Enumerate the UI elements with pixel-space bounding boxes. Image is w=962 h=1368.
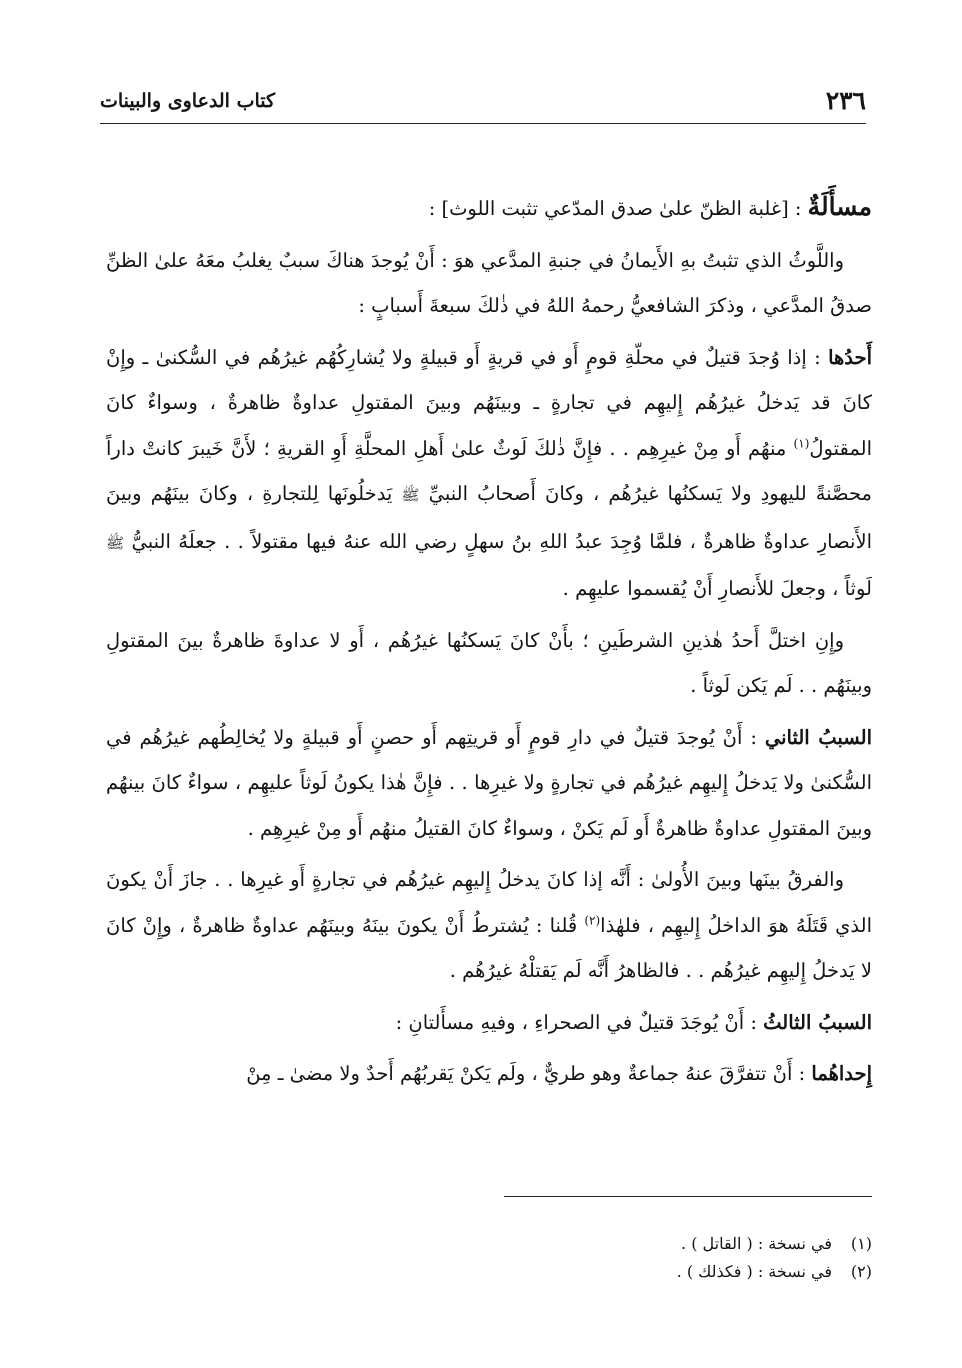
footnotes — [272, 1230, 872, 1286]
footnote-text: في نسخة : ( فكذلك ) . — [676, 1262, 832, 1281]
salawat-glyph: ﷺ — [401, 486, 420, 504]
running-title: كتاب الدعاوى والبينات — [100, 90, 276, 112]
footnote-2 — [272, 1258, 872, 1286]
paragraph-text: منهُم أَو مِنْ غيرِهِم . . فإِنَّ ذٰلكَ لَوثٌ علىٰ أَهلِ المحلَّةِ أَوِ القريةِ ؛ لأَنَّ خَيبرَ كانتْ داراً محصَّنةً لليهودِ ولا يَسكنُها غيرُهُم ، وكانَ أَصحابُ النبيِّ — [106, 436, 872, 505]
paragraph-5 — [106, 857, 872, 994]
paragraph-lead: إِحداهُما — [811, 1062, 872, 1085]
paragraph-text: : أَنْ تتفرَّقَ عنهُ جماعةٌ وهو طريٌّ ، ولَم يَكنْ يَقربُهُم أَحدٌ ولا مضىٰ ـ مِنْ — [246, 1062, 812, 1085]
footnote-ref-1: (١) — [793, 436, 810, 450]
paragraph-text: والفرقُ بينَها وبينَ الأُولىٰ : أَنَّه إذا كانَ يدخلُ إِليهِم غيرُهُم في تجارةٍ أَو غيرِها . . جازَ أَنْ يكونَ الذي قَتَلَهُ هوَ الداخلُ إِليهِم ، فلهٰذا — [106, 868, 872, 937]
paragraph-text: : أَنْ يُوجَدَ قتيلٌ في الصحراءِ ، وفيهِ مسأَلتانِ : — [395, 1010, 764, 1034]
footnote-ref-2: (٢) — [584, 913, 601, 927]
paragraph-text: لَوثاً ، وجعلَ للأَنصارِ أَنْ يُقسموا عليهِم . — [562, 577, 872, 600]
page-number: ٢٣٦ — [825, 86, 866, 115]
footnote-rule — [504, 1196, 872, 1197]
salawat-glyph: ﷺ — [106, 533, 125, 552]
paragraph-1: واللَّوثُ الذي تثبتُ بهِ الأَيمانُ في جنبةِ المدَّعي هوَ : أَنْ يُوجدَ هناكَ سببٌ يغلبُ معَهُ علىٰ الظنِّ صدقُ المدَّعي ، وذكرَ الشافعيُّ رحمهُ اللهُ في ذٰلكَ سبعةَ أَسبابٍ : — [106, 248, 872, 317]
main-text — [106, 184, 872, 1103]
footnote-1 — [272, 1230, 872, 1258]
paragraph-7 — [106, 1051, 872, 1097]
paragraph-3: وإِنِ اختلَّ أَحدُ هٰذينِ الشرطَينِ ؛ بأَنْ كانَ يَسكنُها غيرُهُم ، أَو لا عداوةَ ظاهرةٌ بينَ المقتولِ وبينَهُم . . لَم يَكن لَوثاً . — [106, 628, 872, 697]
paragraph-lead: السببُ الثالثُ — [763, 1010, 872, 1034]
footnote-text: في نسخة : ( القاتل ) . — [681, 1234, 832, 1253]
paragraph-text: يَدخلُونَها لِلتجارةِ ، وكانَ بينَهُم وبينَ الأَنصارِ عداوةٌ ظاهرةٌ ، فلمَّا وُجِدَ عبدُ اللهِ بنُ سهلٍ رضي الله عنهُ فيها مقتولاً . . جعلَهُ النبيُّ — [106, 482, 873, 553]
paragraph-text: : أَنْ يُوجدَ قتيلٌ في دارِ قومٍ أَو قريتِهم أَو حصنٍ أَو قبيلةٍ ولا يُخالِطُهم غيرُهُم في السُّكنىٰ ولا يَدخلُ إِليهِم غيرُهُم في تجارةٍ ولا غيرِها . . فإِنَّ هٰذا يكونُ لَوثاً عليهِم ، سواءٌ كانَ بينهُم وبينَ المقتولِ عداوةٌ ظاهرةٌ أَو لَم يَكنْ ، وسواءٌ كانَ القتيلُ منهُم أَو مِنْ غيرِهِم . — [106, 725, 872, 840]
paragraph-4 — [106, 715, 872, 852]
section-title: : [غلبة الظنّ علىٰ صدق المدّعي تثبت اللوث] : — [428, 197, 808, 220]
footnote-number: (٢) — [850, 1262, 872, 1281]
section-lead: مسأَلَةٌ — [807, 192, 872, 221]
paragraph-lead: أَحدُها — [828, 345, 872, 369]
header-rule — [100, 123, 866, 124]
footnote-number: (١) — [850, 1234, 872, 1253]
paragraph-text: : إذا وُجدَ قتيلٌ في محلّةِ قومٍ أَو في قريةٍ أَو قبيلةٍ ولا يُشارِكُهُم غيرُهُم في السُّكنىٰ ـ وإِنْ كانَ قد يَدخلُ غيرُهُم إِليهِم في تجارةٍ ـ وبينَهُم وبينَ المقتولِ عداوةٌ ظاهرةٌ ، وسواءٌ كانَ المقتولُ — [106, 345, 872, 460]
paragraph-text: قُلنا : يُشترطُ أَنْ يكونَ بينَهُ وبينَهُم عداوةٌ ظاهرةٌ ، وإِنْ كانَ لا يَدخلُ إِليهِم غيرُهُم . . فالظاهرُ أَنَّه لَم يَقتلْهُ غيرُهُم . — [106, 913, 872, 982]
paragraph-lead: السببُ الثاني — [764, 725, 872, 749]
paragraph-2 — [106, 335, 872, 612]
section-heading — [106, 184, 872, 232]
page-header — [100, 84, 866, 124]
paragraph-6 — [106, 1000, 872, 1046]
